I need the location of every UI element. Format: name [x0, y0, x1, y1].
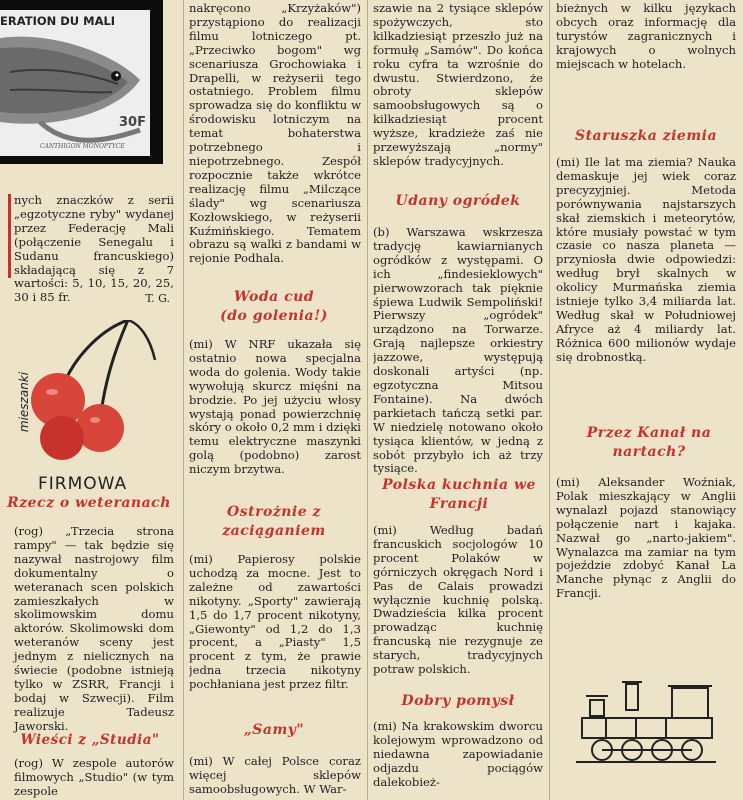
- article-rzecz: (rog) „Trzecia strona rampy" — tak będzie się nazywał nastrojowy film dokumentalny o weteranach scen polskich zamieszkałych w skolimowskim domu aktorów. Skolimowski dom weteranów sceny jest jednym z nielicznych na świecie (podobne istnieją tylko w ZSRR, Francji i bodaj w Szwecji). Film realizuje Tadeusz Jaworski.: [14, 524, 174, 733]
- intro-text: nych znaczków z serii „egzotyczne ryby" wydanej przez Federację Mali (połączenie Senegalu i Sudanu francuskiego) składającą się z 7 wartości: 5, 10, 15, 20, 25, 30 i 85 fr.: [14, 193, 174, 305]
- article-pomysl-continued: bieżnych w kilku językach obcych oraz informację dla turystów zagranicznych i krajowych o wolnych miejscach w hotelach.: [556, 1, 736, 71]
- headline-kanal: Przez Kanał na nartach?: [586, 425, 712, 460]
- fish-illustration: [0, 10, 150, 156]
- article-samy: (mi) W całej Polsce coraz więcej sklepów samoobsługowych. W War-: [189, 754, 361, 796]
- intro-signature: T. G.: [145, 292, 170, 305]
- column-2: [189, 0, 365, 800]
- article-pomysl: (mi) Na krakowskim dworcu kolejowym wprowadzono od niedawna zapowiadanie odjazdu pociągów dalekobież-: [373, 719, 543, 789]
- locomotive-illustration: [576, 666, 726, 776]
- headline-staruszka: Staruszka ziemia: [574, 128, 718, 144]
- article-kuchnia: (mi) Według badań francuskich socjologów 10 procent Polaków w górniczych okręgach Nord i Pas de Calais prowadzi wyłącznie kuchnię polską. Dwadzieścia kilka procent prowadząc kuchnię francuską nie rezygnuje ze starych, tradycyjnych potraw polskich.: [373, 523, 543, 677]
- column-divider: [183, 0, 184, 800]
- logo-word-firmowa: FIRMOWA: [38, 474, 128, 494]
- article-kanal: (mi) Aleksander Woźniak, Polak mieszkający w Anglii wynalazł pojazd stanowiący połączenie nart i kajaka. Nazwał go „narto-jakiem". Wynalazca ma zamiar na tym pojeździe zdobyć Kanał La Manche płynąc z Anglii do Francji.: [556, 475, 736, 601]
- headline-kuchnia: Polska kuchnia we Francji: [382, 477, 536, 512]
- stamp-face: [0, 10, 150, 156]
- fish-stamp-image: [0, 0, 163, 164]
- column-3: [373, 0, 547, 800]
- article-wiesci: (rog) W zespole autorów filmowych „Studio" (w tym zespole: [14, 756, 174, 798]
- stamp-price: 30F: [119, 115, 146, 130]
- headline-woda: Woda cud (do golenia!): [220, 289, 328, 324]
- column-1: [0, 0, 181, 800]
- article-staruszka: (mi) Ile lat ma ziemia? Nauka demaskuje jej wiek coraz precyzyjniej. Metoda porównywania najstarszych skał ziemskich i meteorytów, które musiały powstać w tym czasie co nasza planeta — przyniosła dwie odpowiedzi: według brył skalnych w okolicy Murmańska ziemia istnieje tylko 3,4 miliarda lat. Według skał w Południowej Afryce aż 4 miliardy lat. Różnica 600 milionów wydaje się drobnostką.: [556, 155, 736, 364]
- headline-rzecz: Rzecz o weteranach: [7, 495, 171, 511]
- stamp-note: CANTHIGON MONOPTYCE: [40, 143, 125, 150]
- headline-ostroznie: Ostrożnie z zaciąganiem: [222, 504, 326, 539]
- stamp-caption: ERATION DU MALI: [0, 14, 116, 28]
- column-4: [556, 0, 743, 800]
- logo-word-mieszanki: mieszanki: [17, 371, 32, 433]
- article-ogrodek: (b) Warszawa wskrzesza tradycję kawiarnianych ogródków z występami. O ich „findesieklowych" pierwowzorach tak pięknie śpiewa Ludwik Sempoliński! Pierwszy „ogródek" urządzono na Torwarze. Grają najlepsze orkiestry jazzowe, występują doskonali artyści (np. egzotyczna Mitsou Fontaine). Na dwóch parkietach tańczą setki par. W niedzielę notowano około tysiąca klientów, w jedną z sobót przybyło ich aż trzy tysiące.: [373, 225, 543, 476]
- headline-wiesci: Wieści z „Studia": [20, 732, 160, 748]
- article-woda: (mi) W NRF ukazała się ostatnio nowa specjalna woda do golenia. Wody takie wywołują skurcz mięśni na brodzie. Po jej użyciu włosy wystają ponad powierzchnię skóry o około 0,2 mm i dzięki temu elektryczne maszynki golą (podobno) zarost niczym brzytwa.: [189, 337, 361, 477]
- column-divider: [367, 0, 368, 800]
- article-samy-continued: szawie na 2 tysiące sklepów spożywczych, sto kilkadziesiąt przeszło już na formułę „Samów". Do końca roku cyfra ta wzrośnie do dwustu. Stwierdzono, że obroty sklepów samoobsługowych są o kilkadziesiąt procent wyższe, kradzieże zaś nie przewyższają „normy" sklepów tradycyjnych.: [373, 1, 543, 168]
- headline-samy: „Samy": [243, 722, 305, 738]
- headline-pomysl: Dobry pomysł: [401, 693, 515, 709]
- column-divider: [549, 0, 550, 800]
- article-ostroznie: (mi) Papierosy polskie uchodzą za mocne. Jest to zależne od zawartości nikotyny. „Sporty" zawierają 1,5 do 1,7 procent nikotyny, „Giewonty" od 1,2 do 1,3 procent, a „Piasty" 1,5 procent z tym, że prawie jedna trzecia nikotyny pochłaniana jest przez filtr.: [189, 552, 361, 692]
- article-studio-continued: nakręcono „Krzyżaków") przystąpiono do realizacji filmu lotniczego pt. „Przeciwko bogom" wg scenariusza Grochowiaka i Drapelli, w reżyserii tego ostatniego. Problem filmu sprowadza się do konfliktu w środowisku lotniczym na temat bohaterstwa potrzebnego i niepotrzebnego. Zespół rozpocznie także wkrótce realizację filmu „Milczące ślady" wg scenariusza Kozłowskiego, w reżyserii Kuźmińskiego. Tematem obrazu są walki z bandami w rejonie Podhala.: [189, 1, 361, 266]
- headline-ogrodek: Udany ogródek: [395, 193, 521, 209]
- accent-bar: [8, 194, 11, 278]
